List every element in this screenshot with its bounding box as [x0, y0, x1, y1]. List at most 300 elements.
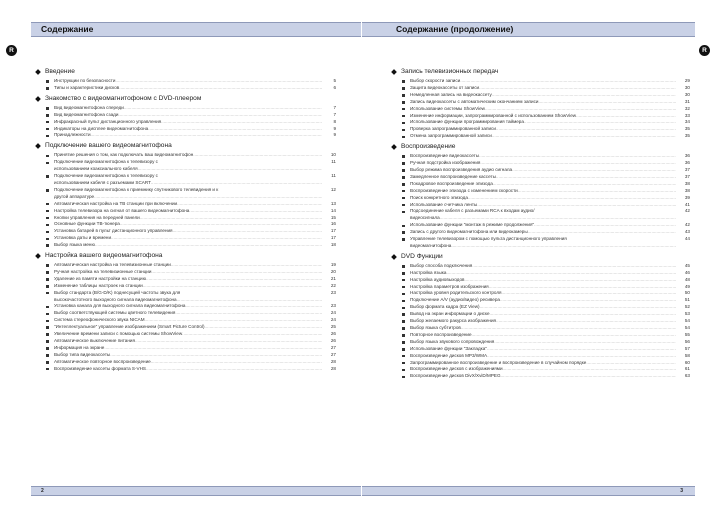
entry-page-number: 30 [684, 84, 690, 90]
entry-title: Типы и характеристики дисков ..... [54, 85, 322, 92]
section-heading [36, 95, 336, 103]
toc-entry [392, 78, 690, 85]
square-bullet-icon [402, 80, 405, 83]
entry-title: Автоматическая настройка на ТВ станции при включении ..... [54, 201, 322, 208]
page-title: Содержание (продолжение) [396, 24, 514, 34]
language-badge: R [6, 45, 17, 56]
toc-entry [392, 167, 690, 174]
entry-title: Использование счетчика ленты ..... [410, 202, 676, 209]
square-bullet-icon [46, 203, 49, 206]
entry-page-number: 11 [331, 159, 336, 165]
entry-title: Настройка телевизора на сигнал от вашего видеомагнитофона ..... [54, 208, 322, 215]
entry-page-number: 35 [684, 133, 690, 139]
diamond-bullet-icon [391, 254, 397, 260]
entry-title: Подключение видеомагнитофона к приемнику спутникового телевидения и к другой аппаратуре ..... [54, 187, 322, 201]
entry-page-number: 25 [330, 324, 336, 330]
entry-title: Ручная настройка на телевизионные станции ..... [54, 269, 322, 276]
entry-title: Принятие решения о том, как подключать ваш видеомагнитофон ..... [54, 152, 322, 159]
section-heading [36, 68, 336, 76]
toc-entry [392, 270, 690, 277]
toc-entry [392, 353, 690, 360]
diamond-bullet-icon [35, 96, 41, 102]
entry-title: Поиск конкретного эпизода ..... [410, 195, 676, 202]
toc-entry [392, 373, 690, 380]
square-bullet-icon [46, 368, 49, 371]
toc-section [392, 143, 690, 250]
entry-page-number: 50 [684, 290, 690, 296]
toc-entry [392, 366, 690, 373]
diamond-bullet-icon [35, 253, 41, 259]
entry-title: Вид видеомагнитофона спереди ..... [54, 105, 322, 112]
entry-page-number: 9 [333, 125, 336, 131]
entry-title: Установка батарей в пульт дистанционного управления ..... [54, 228, 322, 235]
square-bullet-icon [402, 136, 405, 139]
square-bullet-icon [46, 231, 49, 234]
diamond-bullet-icon [35, 144, 41, 150]
entry-title: Управление телевизором с помощью пульта дистанционного управления видеомагнитофона ..... [410, 236, 676, 250]
toc-entry [392, 126, 690, 133]
entry-title: Выбор способа подключения ..... [410, 263, 676, 270]
entry-page-number: 24 [330, 310, 336, 316]
square-bullet-icon [402, 279, 405, 282]
entry-page-number: 45 [684, 262, 690, 268]
entry-page-number: 57 [684, 345, 690, 351]
square-bullet-icon [46, 333, 49, 336]
entry-title: Индикаторы на дисплее видеомагнитофона ..... [54, 126, 322, 133]
entry-title: Основные функции ТВ-тюнера ..... [54, 221, 322, 228]
square-bullet-icon [46, 361, 49, 364]
square-bullet-icon [402, 238, 405, 241]
square-bullet-icon [402, 327, 405, 330]
square-bullet-icon [402, 183, 405, 186]
entry-title: Выбор стандарта (B/G-D/K) поднесущей частоты звука для высокочастотного выходного сигнала видеомагнитофона ..... [54, 290, 322, 304]
toc-entry [392, 311, 690, 318]
square-bullet-icon [46, 340, 49, 343]
entry-page-number: 52 [684, 304, 690, 310]
entry-page-number: 36 [684, 160, 690, 166]
entry-page-number: 17 [330, 235, 336, 241]
entry-page-number: 31 [684, 98, 690, 104]
square-bullet-icon [402, 265, 405, 268]
diamond-bullet-icon [391, 69, 397, 75]
entry-page-number: 30 [684, 91, 690, 97]
toc-entry [392, 236, 690, 250]
square-bullet-icon [402, 231, 405, 234]
entry-page-number: 43 [684, 229, 690, 235]
entry-page-number: 16 [330, 221, 336, 227]
toc-entry [36, 187, 336, 201]
entry-title: Настройка языка ..... [410, 270, 676, 277]
entry-page-number: 6 [333, 84, 336, 90]
entry-page-number: 28 [330, 365, 336, 371]
entry-title: Замедленное воспроизведение кассеты ..... [410, 174, 676, 181]
header-bar [362, 22, 695, 37]
entry-page-number: 37 [684, 166, 690, 172]
entry-page-number: 20 [330, 268, 336, 274]
entry-page-number: 15 [330, 214, 336, 220]
entry-title: Выбор скорости записи ..... [410, 78, 676, 85]
toc-entry [36, 352, 336, 359]
toc-entry [36, 173, 336, 187]
entry-title: Немедленная запись на видеокассету ..... [410, 92, 676, 99]
square-bullet-icon [402, 162, 405, 165]
entry-page-number: 23 [330, 289, 336, 295]
entry-title: Подключение A/V (аудио/видео) ресивера ..... [410, 297, 676, 304]
entry-title: "Интеллектуальное" управление изображением (Smart Picture Control) ..... [54, 324, 322, 331]
toc-entry [36, 345, 336, 352]
entry-page-number: 44 [684, 236, 690, 242]
toc-entry [392, 133, 690, 140]
square-bullet-icon [46, 135, 49, 138]
entry-page-number: 18 [330, 242, 336, 248]
entry-page-number: 37 [684, 173, 690, 179]
page-title: Содержание [41, 24, 94, 34]
toc-entry [392, 119, 690, 126]
entry-title: Использование системы ShowView ..... [410, 106, 676, 113]
entry-page-number: 38 [684, 187, 690, 193]
entry-page-number: 39 [684, 194, 690, 200]
entry-title: Подключение видеомагнитофона к телевизору с использованием кабеля с разъемами SCART ..... [54, 173, 322, 187]
entry-title: Автоматическая настройка на телевизионные станции ..... [54, 262, 322, 269]
toc-entry [392, 290, 690, 297]
square-bullet-icon [402, 204, 405, 207]
entry-title: Выбор желаемого ракурса изображения ..... [410, 318, 676, 325]
toc-entry [392, 222, 690, 229]
toc-entry [36, 276, 336, 283]
square-bullet-icon [46, 238, 49, 241]
toc-entry [36, 359, 336, 366]
entry-title: Настройка уровня родительского контроля ..... [410, 290, 676, 297]
table-of-contents [36, 68, 336, 376]
table-of-contents [392, 68, 690, 383]
entry-title: Выбор языка субтитров ..... [410, 325, 676, 332]
square-bullet-icon [402, 169, 405, 172]
toc-entry [36, 303, 336, 310]
diamond-bullet-icon [391, 144, 397, 150]
entry-title: Вид видеомагнитофона сзади ..... [54, 112, 322, 119]
square-bullet-icon [46, 285, 49, 288]
entry-title: Защита видеокассеты от записи ..... [410, 85, 676, 92]
entry-page-number: 49 [684, 283, 690, 289]
section-title: Настройка вашего видеомагнитофона [45, 252, 163, 260]
toc-entry [392, 202, 690, 209]
toc-entry [36, 105, 336, 112]
square-bullet-icon [46, 292, 49, 295]
entry-title: Автоматическое повторное воспроизведение ..... [54, 359, 322, 366]
square-bullet-icon [402, 225, 405, 228]
toc-entry [392, 325, 690, 332]
toc-entry [392, 304, 690, 311]
section-title: Подключение вашего видеомагнитофона [45, 142, 172, 150]
entry-page-number: 35 [684, 126, 690, 132]
entry-page-number: 28 [330, 358, 336, 364]
square-bullet-icon [402, 190, 405, 193]
entry-page-number: 46 [684, 269, 690, 275]
entry-title: Проверка запрограммированной записи ..... [410, 126, 676, 133]
square-bullet-icon [402, 293, 405, 296]
toc-entry [392, 346, 690, 353]
square-bullet-icon [402, 129, 405, 132]
square-bullet-icon [46, 313, 49, 316]
entry-title: Воспроизведение дисков MP3/WMA ..... [410, 353, 676, 360]
entry-page-number: 27 [330, 351, 336, 357]
language-badge: R [699, 45, 710, 56]
entry-page-number: 41 [684, 201, 690, 207]
toc-entry [392, 160, 690, 167]
entry-title: Вывод на экран информации о диске ..... [410, 311, 676, 318]
square-bullet-icon [46, 264, 49, 267]
entry-page-number: 12 [330, 186, 336, 192]
entry-title: Ручная подстройка изображения ..... [410, 160, 676, 167]
toc-entry [392, 188, 690, 195]
toc-entry [36, 338, 336, 345]
entry-page-number: 27 [330, 344, 336, 350]
entry-title: Использование функции "монтаж в режиме продолжения" ..... [410, 222, 676, 229]
entry-page-number: 33 [684, 112, 690, 118]
entry-title: Использование функции программирования таймера ..... [410, 119, 676, 126]
square-bullet-icon [402, 307, 405, 310]
entry-page-number: 9 [333, 132, 336, 138]
toc-entry [392, 277, 690, 284]
square-bullet-icon [46, 162, 49, 165]
square-bullet-icon [46, 189, 49, 192]
toc-entry [36, 159, 336, 173]
entry-page-number: 7 [333, 111, 336, 117]
toc-entry [36, 235, 336, 242]
entry-page-number: 56 [684, 338, 690, 344]
toc-entry [392, 360, 690, 367]
section-heading [392, 253, 690, 261]
square-bullet-icon [46, 326, 49, 329]
entry-page-number: 54 [684, 318, 690, 324]
toc-entry [36, 317, 336, 324]
entry-page-number: 24 [330, 317, 336, 323]
entry-title: Инфракрасный пульт дистанционного управления ..... [54, 119, 322, 126]
toc-entry [36, 228, 336, 235]
toc-entry [392, 92, 690, 99]
square-bullet-icon [46, 271, 49, 274]
toc-entry [36, 324, 336, 331]
entry-title: Воспроизведение дисков DivX/XviD/MPEG ..... [410, 373, 676, 380]
entry-title: Информация на экране ..... [54, 345, 322, 352]
square-bullet-icon [46, 175, 49, 178]
toc-entry [392, 332, 690, 339]
toc-entry [36, 208, 336, 215]
toc-entry [392, 153, 690, 160]
entry-title: Выбор языка звукового сопровождения ..... [410, 339, 676, 346]
entry-page-number: 26 [330, 338, 336, 343]
toc-entry [36, 283, 336, 290]
entry-page-number: 19 [330, 262, 336, 268]
left-page [0, 0, 361, 509]
square-bullet-icon [46, 155, 49, 158]
square-bullet-icon [402, 286, 405, 289]
square-bullet-icon [46, 107, 49, 110]
page-number: 2 [41, 488, 44, 494]
toc-entry [36, 126, 336, 133]
entry-title: Установка канала для выходного сигнала видеомагнитофона ..... [54, 303, 322, 310]
entry-title: Выбор формата кадра (EZ View) ..... [410, 304, 676, 311]
entry-title: Выбор режима воспроизведения аудио сигнала ..... [410, 167, 676, 174]
entry-title: Воспроизведение кассеты формата S-VHS ..... [54, 366, 322, 373]
square-bullet-icon [402, 272, 405, 275]
entry-page-number: 29 [684, 78, 690, 83]
entry-page-number: 32 [684, 105, 690, 111]
entry-page-number: 23 [330, 303, 336, 309]
entry-title: Воспроизведение эпизода с изменением скорости ..... [410, 188, 676, 195]
section-heading [36, 142, 336, 150]
toc-entry [392, 284, 690, 291]
entry-title: Выбор типа видеокассеты ..... [54, 352, 322, 359]
square-bullet-icon [46, 128, 49, 131]
footer-bar [31, 486, 361, 496]
entry-page-number: 42 [684, 222, 690, 228]
square-bullet-icon [402, 197, 405, 200]
toc-entry [392, 85, 690, 92]
entry-page-number: 11 [331, 173, 336, 179]
square-bullet-icon [402, 334, 405, 337]
toc-section [392, 68, 690, 140]
square-bullet-icon [402, 115, 405, 118]
section-heading [36, 252, 336, 260]
square-bullet-icon [402, 369, 405, 372]
entry-page-number: 38 [684, 180, 690, 186]
toc-entry [36, 310, 336, 317]
entry-page-number: 36 [684, 153, 690, 159]
toc-entry [36, 221, 336, 228]
square-bullet-icon [46, 224, 49, 227]
entry-page-number: 63 [684, 373, 690, 379]
entry-page-number: 48 [684, 276, 690, 282]
entry-title: Воспроизведение видеокассеты ..... [410, 153, 676, 160]
square-bullet-icon [402, 320, 405, 323]
entry-page-number: 14 [330, 207, 336, 213]
square-bullet-icon [46, 121, 49, 124]
square-bullet-icon [402, 108, 405, 111]
toc-entry [36, 215, 336, 222]
entry-page-number: 34 [684, 119, 690, 125]
toc-entry [392, 339, 690, 346]
square-bullet-icon [402, 362, 405, 365]
square-bullet-icon [46, 217, 49, 220]
toc-entry [36, 132, 336, 139]
square-bullet-icon [46, 278, 49, 281]
toc-entry [392, 195, 690, 202]
entry-title: Покадровое воспроизведение эпизода ..... [410, 181, 676, 188]
entry-title: Запись с другого видеомагнитофона или видеокамеры ..... [410, 229, 676, 236]
entry-title: Изменение информации, запрограммированной с использованием ShowView ..... [410, 113, 676, 120]
entry-title: Отмена запрограммированной записи ..... [410, 133, 676, 140]
toc-entry [392, 318, 690, 325]
entry-title: Запись видеокассеты с автоматическим окончанием записи ..... [410, 99, 676, 106]
section-heading [392, 68, 690, 76]
toc-entry [392, 181, 690, 188]
toc-entry [36, 262, 336, 269]
square-bullet-icon [46, 114, 49, 117]
toc-entry [36, 269, 336, 276]
square-bullet-icon [46, 347, 49, 350]
entry-title: Использование функции "Закладка" ..... [410, 346, 676, 353]
square-bullet-icon [402, 348, 405, 351]
square-bullet-icon [402, 211, 405, 214]
entry-title: Воспроизведение дисков с изображениями ..... [410, 366, 676, 373]
header-bar [31, 22, 361, 37]
square-bullet-icon [46, 306, 49, 309]
toc-section [36, 252, 336, 373]
square-bullet-icon [46, 320, 49, 323]
toc-section [36, 95, 336, 140]
toc-entry [392, 99, 690, 106]
square-bullet-icon [402, 101, 405, 104]
entry-page-number: 8 [333, 118, 336, 124]
entry-title: Настройка аудиовыходов ..... [410, 277, 676, 284]
entry-title: Принадлежности ..... [54, 132, 322, 139]
toc-entry [36, 290, 336, 304]
entry-title: Изменение таблицы настроек на станции ..... [54, 283, 322, 290]
entry-page-number: 53 [684, 311, 690, 317]
toc-entry [36, 112, 336, 119]
entry-page-number: 55 [684, 331, 690, 337]
entry-page-number: 21 [330, 275, 336, 281]
toc-entry [392, 263, 690, 270]
footer-bar [362, 486, 695, 496]
entry-page-number: 13 [330, 200, 336, 206]
entry-page-number: 61 [684, 366, 690, 372]
toc-entry [36, 152, 336, 159]
entry-title: Автоматическое выключение питания ..... [54, 338, 322, 345]
square-bullet-icon [402, 355, 405, 358]
entry-title: Увеличение времени записи с помощью системы ShowView ..... [54, 331, 322, 338]
page-number: 3 [680, 488, 683, 494]
square-bullet-icon [46, 354, 49, 357]
entry-title: Подсоединение кабеля с разъемами RCA к входам аудио/ видеосигнала ..... [410, 208, 676, 222]
toc-section [36, 68, 336, 92]
toc-entry [36, 331, 336, 338]
entry-title: Установка даты и времени ..... [54, 235, 322, 242]
square-bullet-icon [402, 94, 405, 97]
toc-entry [36, 201, 336, 208]
entry-title: Система стереофонического звука NICAM ..... [54, 317, 322, 324]
section-title: Знакомство с видеомагнитофоном с DVD-плеером [45, 94, 202, 102]
square-bullet-icon [46, 80, 49, 83]
toc-entry [392, 229, 690, 236]
toc-entry [392, 106, 690, 113]
entry-page-number: 60 [684, 359, 690, 365]
square-bullet-icon [402, 176, 405, 179]
toc-entry [36, 78, 336, 85]
toc-section [36, 142, 336, 249]
square-bullet-icon [402, 155, 405, 158]
square-bullet-icon [46, 87, 49, 90]
toc-entry [392, 208, 690, 222]
toc-entry [392, 174, 690, 181]
entry-page-number: 42 [684, 208, 690, 214]
toc-entry [36, 366, 336, 373]
section-title: Запись телевизионных передач [401, 68, 499, 75]
square-bullet-icon [402, 87, 405, 90]
entry-title: Выбор соответствующей системы цветного телевидения ..... [54, 310, 322, 317]
entry-title: Настройка параметров изображения ..... [410, 284, 676, 291]
entry-page-number: 10 [330, 152, 336, 158]
right-page [362, 0, 723, 509]
square-bullet-icon [402, 341, 405, 344]
entry-title: Повторное воспроизведение ..... [410, 332, 676, 339]
entry-page-number: 54 [684, 325, 690, 330]
square-bullet-icon [402, 376, 405, 379]
entry-page-number: 26 [330, 331, 336, 337]
toc-section [392, 253, 690, 380]
entry-page-number: 5 [333, 78, 336, 83]
